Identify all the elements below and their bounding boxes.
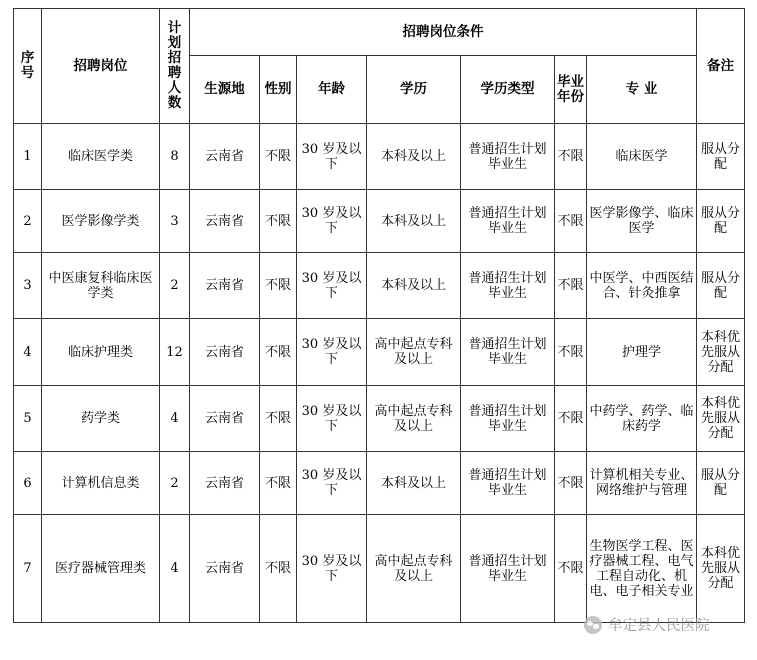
cell-edu-type: 普通招生计划毕业生: [461, 319, 555, 386]
cell-origin: 云南省: [190, 190, 260, 253]
cell-education: 高中起点专科及以上: [367, 515, 461, 623]
header-gender: 性别: [260, 56, 297, 124]
cell-age: 30 岁及以下: [297, 124, 367, 190]
table-row: [14, 452, 745, 515]
recruitment-table: [13, 8, 745, 623]
watermark: [584, 614, 710, 635]
table-row: [14, 386, 745, 452]
header-plan-count: 计划招聘人数: [160, 9, 190, 124]
cell-grad-year: 不限: [555, 253, 587, 319]
cell-education: 本科及以上: [367, 253, 461, 319]
cell-grad-year: 不限: [555, 386, 587, 452]
cell-remark: 服从分配: [697, 190, 745, 253]
cell-remark: 本科优先服从分配: [697, 319, 745, 386]
cell-count: 4: [160, 515, 190, 623]
header-age: 年龄: [297, 56, 367, 124]
cell-count: 2: [160, 452, 190, 515]
cell-remark: 服从分配: [697, 124, 745, 190]
cell-edu-type: 普通招生计划毕业生: [461, 452, 555, 515]
cell-gender: 不限: [260, 319, 297, 386]
cell-major: 临床医学: [587, 124, 697, 190]
header-education: 学历: [367, 56, 461, 124]
header-remark: 备注: [697, 9, 745, 124]
table-row: [14, 319, 745, 386]
cell-origin: 云南省: [190, 515, 260, 623]
cell-education: 本科及以上: [367, 190, 461, 253]
cell-remark: 服从分配: [697, 452, 745, 515]
cell-position: 医疗器械管理类: [42, 515, 160, 623]
cell-major: 生物医学工程、医疗器械工程、电气工程自动化、机电、电子相关专业: [587, 515, 697, 623]
cell-count: 12: [160, 319, 190, 386]
cell-seq: 1: [14, 124, 42, 190]
cell-age: 30 岁及以下: [297, 452, 367, 515]
cell-position: 临床护理类: [42, 319, 160, 386]
cell-position: 计算机信息类: [42, 452, 160, 515]
cell-position: 临床医学类: [42, 124, 160, 190]
cell-count: 2: [160, 253, 190, 319]
cell-education: 高中起点专科及以上: [367, 319, 461, 386]
wechat-icon: [584, 616, 602, 634]
cell-age: 30 岁及以下: [297, 190, 367, 253]
cell-gender: 不限: [260, 386, 297, 452]
cell-grad-year: 不限: [555, 319, 587, 386]
cell-count: 8: [160, 124, 190, 190]
cell-age: 30 岁及以下: [297, 253, 367, 319]
cell-count: 4: [160, 386, 190, 452]
cell-grad-year: 不限: [555, 515, 587, 623]
table-row: [14, 124, 745, 190]
header-edu-type: 学历类型: [461, 56, 555, 124]
table-row: [14, 515, 745, 623]
cell-grad-year: 不限: [555, 452, 587, 515]
cell-age: 30 岁及以下: [297, 515, 367, 623]
cell-position: 医学影像学类: [42, 190, 160, 253]
cell-count: 3: [160, 190, 190, 253]
cell-seq: 5: [14, 386, 42, 452]
cell-remark: 服从分配: [697, 253, 745, 319]
cell-major: 中药学、药学、临床药学: [587, 386, 697, 452]
cell-major: 计算机相关专业、网络维护与管理: [587, 452, 697, 515]
cell-gender: 不限: [260, 124, 297, 190]
cell-position: 中医康复科临床医学类: [42, 253, 160, 319]
cell-origin: 云南省: [190, 253, 260, 319]
header-conditions: 招聘岗位条件: [190, 9, 697, 56]
cell-education: 高中起点专科及以上: [367, 386, 461, 452]
header-origin: 生源地: [190, 56, 260, 124]
cell-education: 本科及以上: [367, 452, 461, 515]
cell-origin: 云南省: [190, 319, 260, 386]
cell-seq: 2: [14, 190, 42, 253]
header-major: 专 业: [587, 56, 697, 124]
table-row: [14, 253, 745, 319]
cell-age: 30 岁及以下: [297, 386, 367, 452]
cell-origin: 云南省: [190, 452, 260, 515]
header-position: 招聘岗位: [42, 9, 160, 124]
cell-education: 本科及以上: [367, 124, 461, 190]
cell-position: 药学类: [42, 386, 160, 452]
cell-gender: 不限: [260, 253, 297, 319]
cell-gender: 不限: [260, 190, 297, 253]
header-seq: 序号: [14, 9, 42, 124]
cell-major: 中医学、中西医结合、针灸推拿: [587, 253, 697, 319]
cell-gender: 不限: [260, 452, 297, 515]
cell-edu-type: 普通招生计划毕业生: [461, 124, 555, 190]
cell-edu-type: 普通招生计划毕业生: [461, 190, 555, 253]
cell-major: 护理学: [587, 319, 697, 386]
header-grad-year: 毕业年份: [555, 56, 587, 124]
cell-seq: 4: [14, 319, 42, 386]
watermark-text: 牟定县人民医院: [608, 618, 710, 634]
cell-gender: 不限: [260, 515, 297, 623]
cell-remark: 本科优先服从分配: [697, 386, 745, 452]
cell-remark: 本科优先服从分配: [697, 515, 745, 623]
cell-age: 30 岁及以下: [297, 319, 367, 386]
table-row: [14, 190, 745, 253]
cell-major: 医学影像学、临床医学: [587, 190, 697, 253]
cell-origin: 云南省: [190, 124, 260, 190]
cell-grad-year: 不限: [555, 190, 587, 253]
cell-seq: 7: [14, 515, 42, 623]
cell-seq: 6: [14, 452, 42, 515]
cell-seq: 3: [14, 253, 42, 319]
cell-edu-type: 普通招生计划毕业生: [461, 515, 555, 623]
cell-grad-year: 不限: [555, 124, 587, 190]
cell-edu-type: 普通招生计划毕业生: [461, 386, 555, 452]
cell-edu-type: 普通招生计划毕业生: [461, 253, 555, 319]
cell-origin: 云南省: [190, 386, 260, 452]
